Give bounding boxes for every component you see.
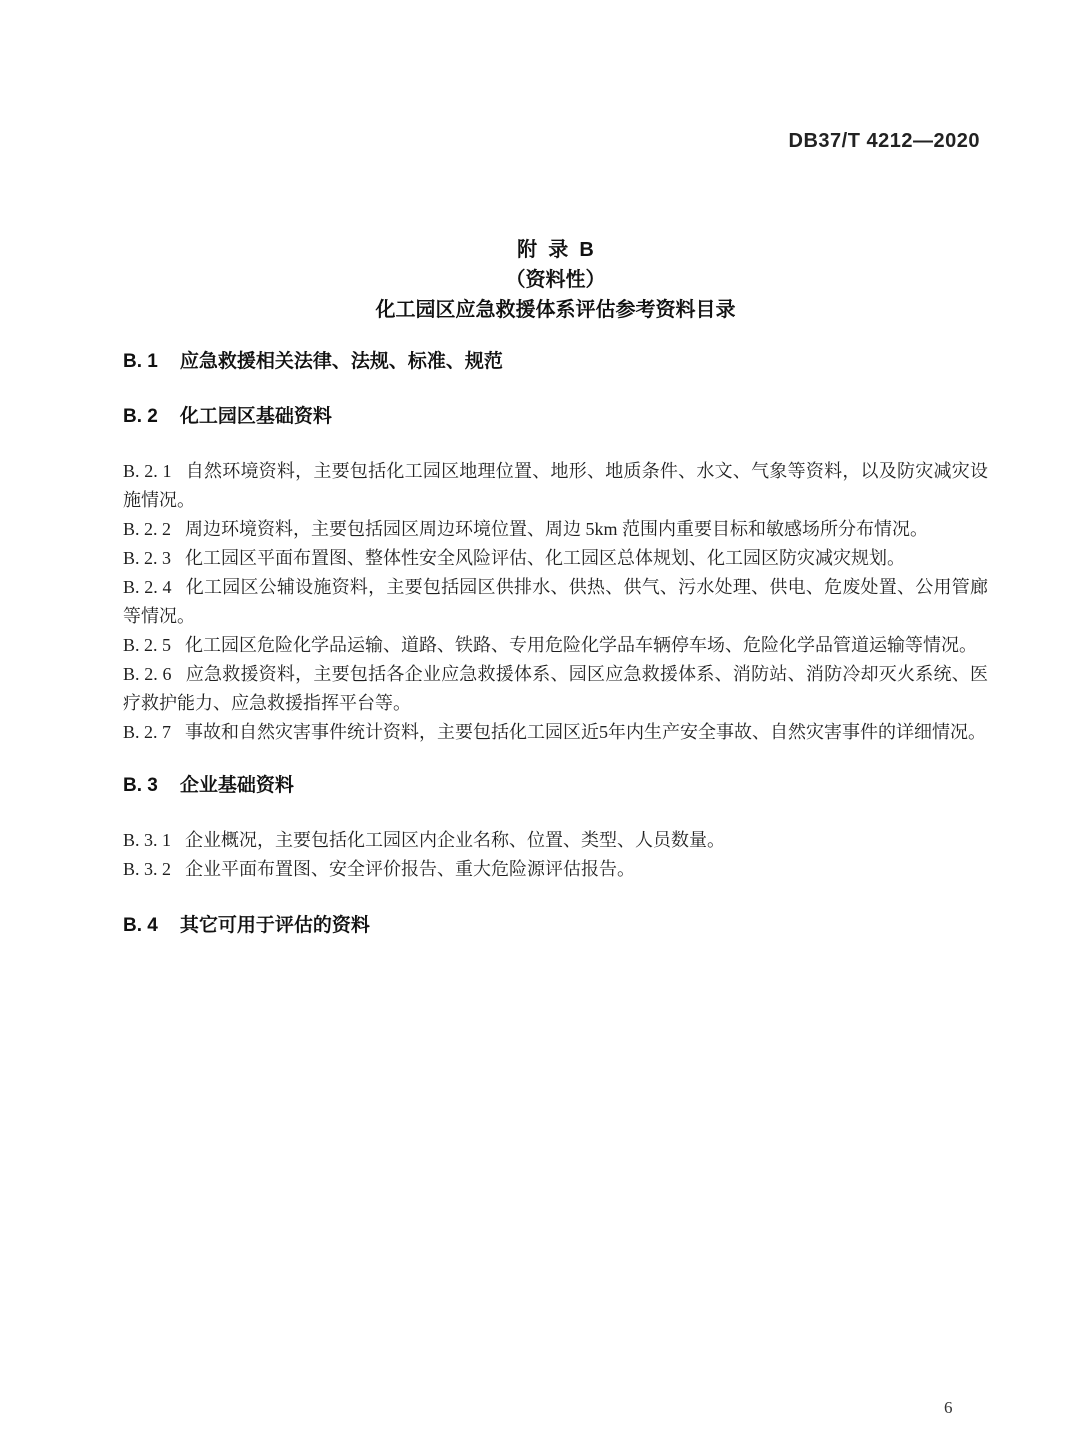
clause-number: B. 2. 2	[123, 519, 172, 539]
clause-text: 周边环境资料，主要包括园区周边环境位置、周边 5km 范围内重要目标和敏感场所分布情况。	[185, 519, 929, 539]
clause-text: 事故和自然灾害事件统计资料，主要包括化工园区近5年内生产安全事故、自然灾害事件的详细情况。	[185, 722, 987, 742]
section-number: B. 3	[123, 775, 158, 796]
clause-text: 化工园区公辅设施资料，主要包括园区供排水、供热、供气、污水处理、供电、危废处置、公用管廊等情况。	[123, 577, 988, 626]
appendix-title: 附 录 B	[517, 239, 594, 261]
clause-b3-2	[123, 855, 988, 884]
section-title: 企业基础资料	[179, 775, 294, 796]
clause-text: 化工园区平面布置图、整体性安全风险评估、化工园区总体规划、化工园区防灾减灾规划。	[185, 548, 906, 568]
clause-number: B. 2. 4	[123, 577, 172, 597]
section-heading-b2	[123, 402, 988, 432]
clause-text: 企业平面布置图、安全评价报告、重大危险源评估报告。	[185, 859, 636, 879]
clause-text: 企业概况，主要包括化工园区内企业名称、位置、类型、人员数量。	[185, 830, 726, 850]
clause-b2-1	[123, 457, 988, 515]
clause-b2-6	[123, 660, 988, 718]
clause-text: 自然环境资料，主要包括化工园区地理位置、地形、地质条件、水文、气象等资料，以及防灾减灾设施情况。	[123, 461, 988, 510]
clause-b2-5	[123, 631, 988, 660]
clause-b2-4	[123, 573, 988, 631]
clause-number: B. 2. 1	[123, 461, 172, 481]
clause-number: B. 3. 2	[123, 859, 172, 879]
section-heading-b3	[123, 771, 988, 801]
appendix-subtitle-informative: （资料性）	[505, 269, 606, 291]
section-title: 其它可用于评估的资料	[179, 915, 370, 936]
section-b2-items	[123, 457, 988, 747]
clause-b2-7	[123, 718, 988, 747]
appendix-subject-title: 化工园区应急救援体系评估参考资料目录	[375, 299, 736, 321]
section-heading-b4	[123, 911, 988, 941]
section-title: 应急救援相关法律、法规、标准、规范	[179, 351, 503, 372]
clause-b2-2	[123, 515, 988, 544]
clause-text: 化工园区危险化学品运输、道路、铁路、专用危险化学品车辆停车场、危险化学品管道运输等情况。	[185, 635, 978, 655]
clause-b2-3	[123, 544, 988, 573]
clause-number: B. 2. 7	[123, 722, 172, 742]
clause-b3-1	[123, 826, 988, 855]
page-content	[123, 0, 988, 941]
section-heading-b1	[123, 347, 988, 377]
clause-number: B. 2. 3	[123, 548, 172, 568]
clause-number: B. 2. 6	[123, 664, 172, 684]
clause-text: 应急救援资料，主要包括各企业应急救援体系、园区应急救援体系、消防站、消防冷却灭火系统、医疗救护能力、应急救援指挥平台等。	[123, 664, 988, 713]
section-title: 化工园区基础资料	[179, 406, 332, 427]
standard-code-header: DB37/T 4212—2020	[788, 130, 980, 152]
section-number: B. 2	[123, 406, 158, 427]
section-number: B. 1	[123, 351, 158, 372]
page-number: 6	[944, 1398, 953, 1417]
appendix-title-block	[123, 235, 988, 325]
section-b3-items	[123, 826, 988, 884]
clause-number: B. 2. 5	[123, 635, 172, 655]
clause-number: B. 3. 1	[123, 830, 172, 850]
section-number: B. 4	[123, 915, 158, 936]
